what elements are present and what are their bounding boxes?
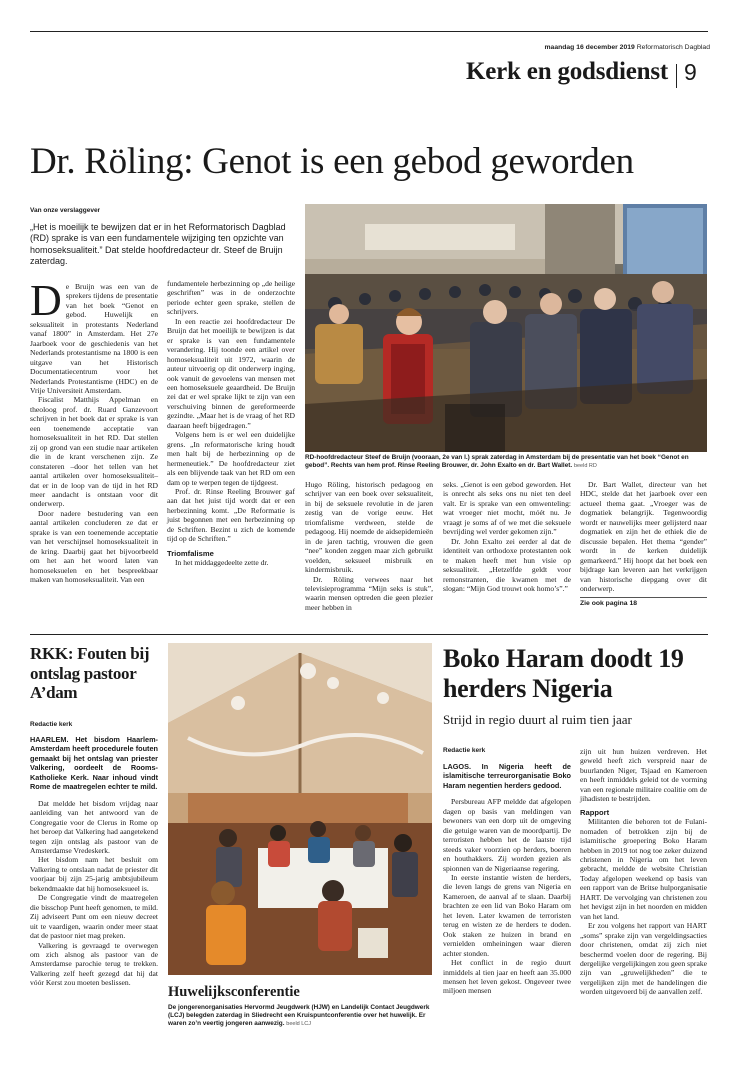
see-also-link[interactable]: Zie ook pagina 18 [580,600,638,607]
header-divider [676,64,677,88]
paragraph: In een reactie zei hoofdredacteur De Bruijn dat het moeilijk te bewijzen is dat er sprake is van een fundamentele verandering. Hij toonde een artikel over homoseksualiteit uit 1972, waarin de auteur uitvoerig op dit onderwerp inging, ook vanuit de gevoelens van mensen met een homoseksuele geaardheid. De Bruijn zei dat er wel sprake lijkt te zijn van een verschuiving binnen de gereformeerde gezindte. „Maar het is de vraag of het RD daaraan heeft bijgedragen.” [167,316,295,430]
caption-text: De jongerenorganisaties Hervormd Jeugdwerk (HJW) en Landelijk Contact Jeugdwerk (LCJ) belegden zaterdag in Sliedrecht een Kruispuntconferentie over het huwelijk. Er waren zo’n veertig jongeren aanwezig. [168,1004,430,1028]
issue-date [430,44,710,51]
paragraph: Door nadere bestudering van een aantal artikelen concluderen ze dat er sprake is van een toenemende acceptatie van het verschijnsel homoseksualiteit in de kring. Daarbij gaat het bijvoorbeeld om het aan het woord laten van homoseksuelen en het bespreekbaar maken van homoseksualiteit. Van een [30,508,158,585]
main-byline: Van onze verslaggever [30,207,101,214]
rkk-headline: RKK: Fouten bij ontslag pastoor A’dam [30,644,150,702]
main-col-3 [305,480,433,612]
audience-photo-caption [305,454,707,470]
paragraph: In het middaggedeelte zette dr. [175,558,269,568]
main-col-1 [30,276,158,585]
rkk-intro: HAARLEM. Het bisdom Haarlem-Amsterdam heeft procedurele fouten gemaakt bij het ontslag van priester Valkering, oordeelt de Rooms-Katholieke Kerk. Naar inhoud vindt Rome de maatregelen echter te mild. [30,735,158,792]
paragraph: Er zou volgens het rapport van HART „soms” sprake zijn van vergeldingsacties door christenen, omdat zij zich niet beschermd voelen door de regering. Bij dergelijke vergelijkingen zou geen sprake zijn van „gruwelijkheden” die te vergelijken zijn met de handelingen die worden uitgevoerd bij de aanvallen zelf. [580,921,707,997]
conference-headline: Huwelijksconferentie [168,984,300,1000]
paragraph: Dr. John Exalto zei eerder al dat de identiteit van orthodoxe protestanten ook te maken heeft met hun visie op seksualiteit. „Hetzelfde geldt voor remonstranten, die kwamen met de slogan: “Mijn God trouwt ook homo’s”.” [443,536,571,593]
subhead-rapport: Rapport [580,807,610,817]
paragraph: Persbureau AFP meldde dat afgelopen dagen op basis van meldingen van bewoners van een dorp uit de omgeving die getuige waren van de moordpartij. De terroristen hebben het de laatste tijd steeds vaker voorzien op herders, boeren en houthakkers. Zij worden gezien als spionnen van de Nigeriaanse regering. [443,797,571,873]
paragraph: De Congregatie vindt de maatregelen die bisschop Punt heeft genomen, te mild. Zij adviseert Punt om een nieuw decreet uit te vaardigen, waarin onder meer staat dat de pastoor niet mag preken. [30,893,158,941]
paragraph: Dat meldde het bisdom vrijdag naar aanleiding van het antwoord van de Congregatie voor de Clerus in Rome op het beroep dat Valkering had aangetekend tegen zijn ontslag als pastoor van de Amsterdamse Vredeskerk. [30,798,158,855]
photo-credit: beeld RD [573,463,597,470]
boko-col-2 [580,747,707,997]
paragraph: Valkering is gevraagd te overwegen om zich alsnog als pastoor van de Amsterdamse parochie terug te trekken. Valkering zelf heeft gezegd dat hij dat vóór Kerst zou moeten beslissen. [30,940,158,988]
conference-caption [168,1004,436,1029]
paragraph: e Bruijn was een van de sprekers tijdens de presentatie van het boek “Genot en gebod. Huwelijk en seksualiteit in protestants Nederland vanaf 1800” in Amsterdam. Het 27e Jaarboek voor de geschiedenis van het Nederlands protestantisme na 1800 is een uitgave van het Historisch Documentatiecentrum voor het Nederlands Protestantisme (HDC) en de Vrije Universiteit Amsterdam. [30,282,158,395]
conference-photo [168,643,432,975]
boko-subhead: Strijd in regio duurt al ruim tien jaar [443,712,632,727]
conference-photo-drawing [168,643,432,975]
paragraph: In eerste instantie wisten de herders, die leven langs de grens van Nigeria en Kameroen, de aanval af te slaan. Daarbij brachten ze een lid van Boko Haram om het leven. Later kwamen de terroristen terug en wisten ze de herders te doden. Ook staken ze huizen in brand en vernielden omheiningen waar dieren achter stonden. [443,872,571,958]
rkk-column [30,735,158,988]
paragraph: Het bisdom nam het besluit om Valkering te ontslaan nadat de priester dit voorjaar bij zijn 25-jarig ambtsjubileum bekendmaakte dat hij homoseksueel is. [30,855,158,893]
caption-text: RD-hoofdredacteur Steef de Bruijn (vooraan, 2e van l.) sprak zaterdag in Amsterdam bij de presentatie van het boek “Genot en gebod”. Rechts van hem prof. Rinse Reeling Brouwer, dr. John Exalto en dr. Bart Wallet. [305,454,689,470]
boko-headline: Boko Haram doodt 19 herders Nigeria [443,644,684,703]
boko-intro: LAGOS. In Nigeria heeft de islamitische terreurorganisatie Boko Haram negentien herders gedood. [443,762,571,790]
page-number: 9 [684,59,697,85]
photo-credit: beeld LCJ [286,1021,312,1028]
paragraph: Militanten die behoren tot de Fulani-nomaden of betrokken zijn bij de islamitische groepering Boko Haram hebben in 2019 tot nog toe zeker duizend christenen in Nigeria om het leven gebracht, meldde de website Christian Today afgelopen weekend op basis van een rapport van de Britse hulporganisatie HART. De vervolging van christenen zou het hevigst zijn in het noorden en midden van het land. [580,817,707,921]
paragraph: Hugo Röling, historisch pedagoog en schrijver van een boek over seksualiteit, in bij de seksuele revolutie in de jaren zestig van de vorige eeuw. Het triomfalisme verdween, stelde de pedagoog. Hij noemde de aidsepidemieën in de jaren tachtig, vrouwen die geen “nee” konden zeggen maar zich gebruikt voelden, seksueel misbruik en kindermisbruik. [305,480,433,575]
paragraph: Volgens hem is er wel een duidelijke grens. „In reformatorische kring houdt men halt bij de herbezinning op de hermeneutiek.” De hoofdredacteur ziet als een blijvende taak van het RD om een dam op te werpen tegen de tijdgeest. [167,430,295,487]
paragraph: Dr. Bart Wallet, directeur van het HDC, stelde dat het jaarboek over een actueel thema gaat. „Vroeger was de dogmatiek belangrijk. Tegenwoordig wordt er nauwelijks meer gelijsterd naar dogmatiek en zijn het de ethiek die de discussie bepalen. Het thema “gender” wordt in de kerken duidelijk gemarkeerd.” Hij hoopt dat het boek een bijdrage kan leveren aan het verkrijgen van historische diepgang over dit onderwerp. [580,480,707,593]
main-col-5 [580,480,707,593]
main-col-4 [443,480,571,593]
rkk-byline: Redactie kerk [30,721,73,728]
boko-byline: Redactie kerk [443,747,486,754]
main-intro: „Het is moeilijk te bewijzen dat er in het Reformatorisch Dagblad (RD) sprake is van een fundamentele wijziging ten opzichte van homoseksualiteit.” Dat stelde hoofdredacteur dr. Steef de Bruijn zaterdag. [30,222,286,266]
subhead-triomfalisme: Triomfalisme [167,548,214,558]
boko-col-1 [443,762,571,996]
section-title: Kerk en godsdienst [466,58,668,85]
paragraph: fundamentele herbezinning op „de heilige geschriften” was in de onderzochte periode echter geen sprake, stellen de schrijvers. [167,279,295,317]
main-col-2 [167,279,295,568]
paragraph: seks. „Genot is een gebod geworden. Het is onrecht als seks ons nu niet ten deel valt. Er is sprake van een omwenteling: wat vroeger niet mocht, móét nu. Je vraagt je soms af of we met die seksuele bevrijding wel verder gekomen zijn.” [443,480,571,537]
audience-photo-drawing [305,204,707,452]
date-text: maandag 16 december 2019 [544,44,635,51]
paragraph: Het conflict in de regio duurt inmiddels al tien jaar en heeft aan 35.000 mensen het leven gekost. Ongeveer twee miljoen mensen [443,958,571,996]
drop-cap: D [30,276,62,325]
paper-name: Reformatorisch Dagblad [636,44,710,51]
audience-photo [305,204,707,452]
paragraph: zijn uit hun huizen verdreven. Het geweld heeft zich verspreid naar de buurlanden Niger, Tsjaad en Kameroen en heeft inmiddels geleid tot de vorming van een regionale militaire coalitie om de jihadisten te bestrijden. [580,747,707,804]
paragraph: Dr. Röling verwees naar het televisieprogramma “Mijn seks is stuk”, waarin mensen optreden die geen plezier meer hebben in [305,574,433,612]
paragraph: Prof. dr. Rinse Reeling Brouwer gaf aan dat het juist tijd wordt dat er een herbezinning komt. „De Reformatie is juist begonnen met een herbezinning op de Schriften. Bezint u zich de komende tijd op de Schriften.” [167,486,295,544]
paragraph: Fiscalist Matthijs Appelman en theoloog prof. dr. Ruard Ganzevoort schrijven in het boek dat er sprake is van een toenemende acceptatie van homoseksualiteit in het RD. Dat stellen zij op grond van een studie naar artikelen die in de krant verschenen zijn. Ze constateren –door het tellen van het aantal artikelen over homoseksualiteit– dat er in de loop van de tijd in het RD meer aandacht is ontstaan voor dit onderwerp. [30,395,158,509]
main-headline: Dr. Röling: Genot is een gebod geworden [30,141,634,182]
